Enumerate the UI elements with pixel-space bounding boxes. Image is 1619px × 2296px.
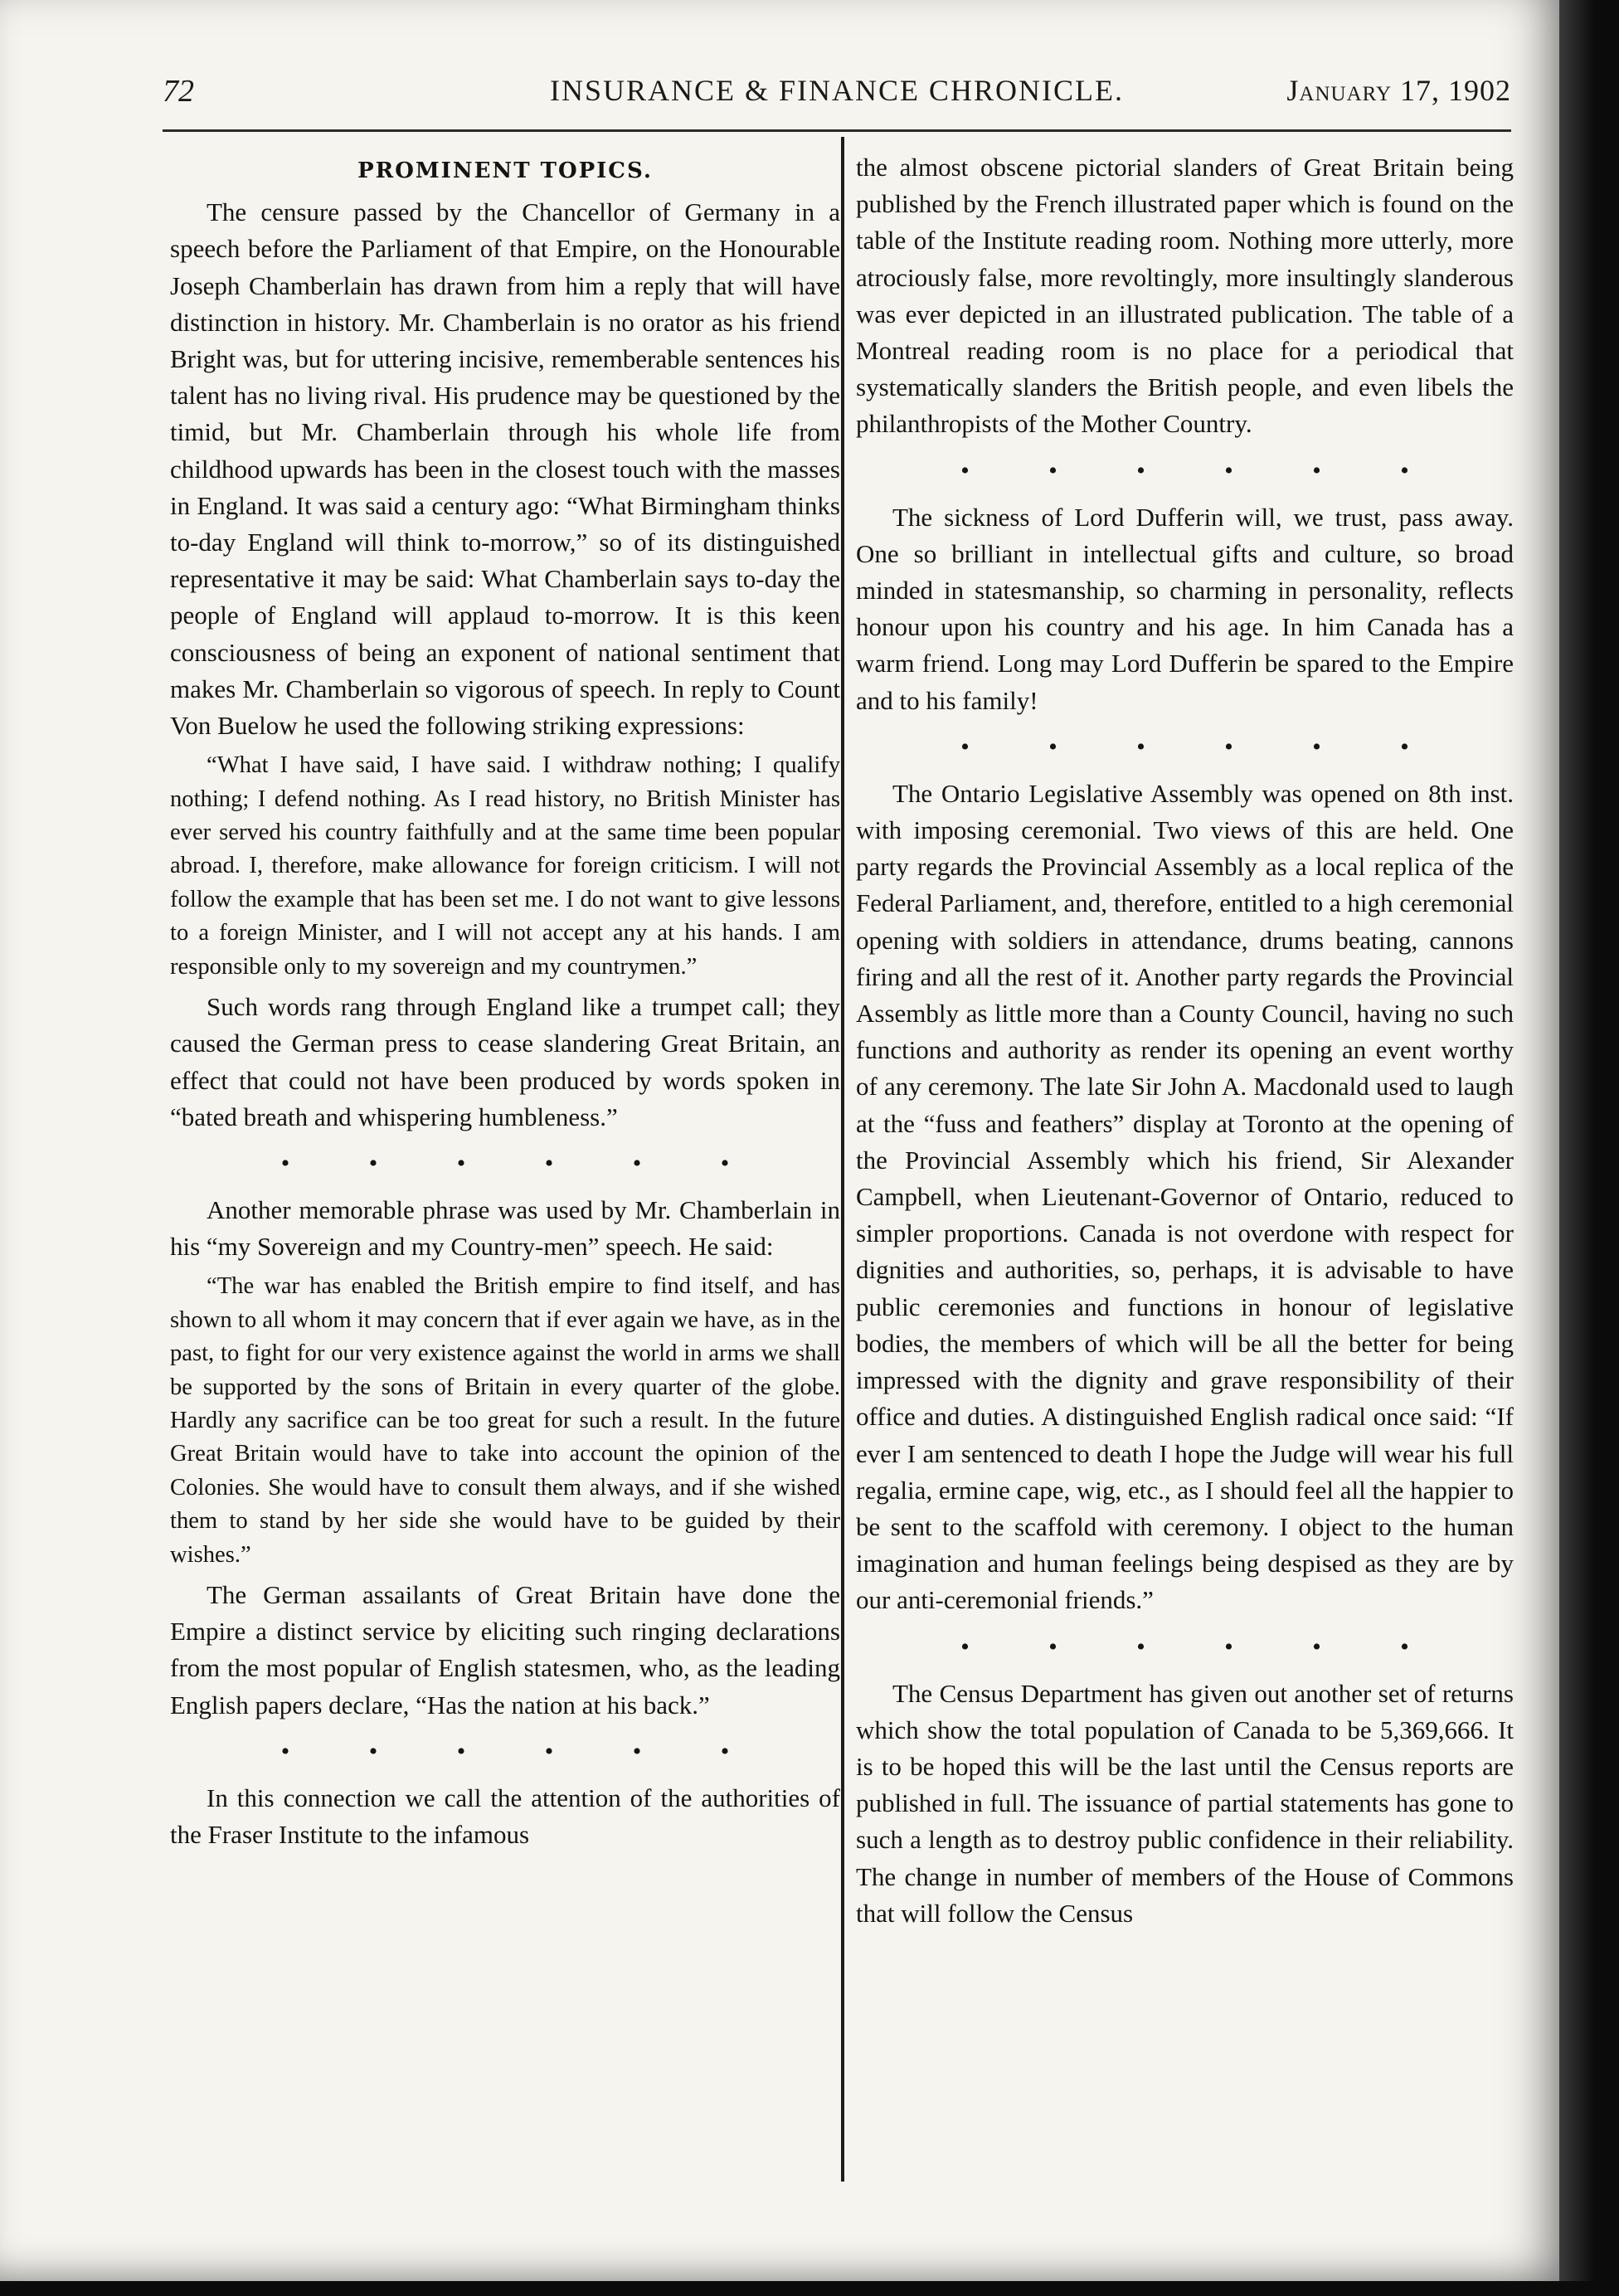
section-separator: • • • • • •	[960, 732, 1446, 761]
section-separator: • • • • • •	[280, 1737, 766, 1765]
journal-title: INSURANCE & FINANCE CHRONICLE.	[549, 74, 1125, 107]
right-column	[856, 149, 1514, 1932]
header-rule	[163, 129, 1511, 132]
article-paragraph: the almost obscene pictorial slanders of Great Britain being published by the French illustrated paper which is found on the table of the Institute reading room. Nothing more utterly, more atrociously false, more revoltingly, more insultingly slanderous was ever depicted in an illustrated publication. The table of a Montreal reading room is no place for a periodical that systematically slanders the British people, and even libels the philanthropists of the Mother Country.	[856, 153, 1514, 439]
section-separator: • • • • • •	[960, 456, 1446, 484]
section-separator: • • • • • •	[960, 1632, 1446, 1661]
article-paragraph: The censure passed by the Chancellor of Germany in a speech before the Parliament of that Empire, on the Honourable Joseph Chamberlain has drawn from him a reply that will have distinction in history. Mr. Chamberlain is no orator as his friend Bright was, but for uttering incisive, rememberable sentences his talent has no living rival. His prudence may be questioned by the timid, but Mr. Chamberlain through his whole life from childhood upwards has been in the closest touch with the masses in England. It was said a century ago: “What Birmingham thinks to-day England will think to-morrow,” so of its distinguished representative it may be said: What Chamberlain says to-day the people of England will applaud to-morrow. It is this keen consciousness of being an exponent of national sentiment that makes Mr. Chamberlain so vigorous of speech. In reply to Count Von Buelow he used the following striking expressions:	[170, 197, 840, 741]
scan-bottom-edge	[0, 2281, 1619, 2296]
block-quote: “What I have said, I have said. I withdraw nothing; I qualify nothing; I defend nothing. As I read history, no British Minister has ever served his country faithfully and at the same time been popular abroad. I, therefore, make allowance for foreign criticism. I will not follow the example that has been set me. I do not want to give lessons to a foreign Minister, and I will not accept any at his hands. I am responsible only to my sovereign and my countrymen.”	[170, 752, 840, 980]
article-paragraph: In this connection we call the attention of the authorities of the Fraser Institute to the infamous	[170, 1783, 840, 1849]
article-paragraph: The German assailants of Great Britain have done the Empire a distinct service by eliciting such ringing declarations from the most popular of English statesmen, who, as the leading English papers declare, “Has the nation at his back.”	[170, 1579, 840, 1720]
left-column	[170, 149, 840, 1853]
article-paragraph: The sickness of Lord Dufferin will, we trust, pass away. One so brilliant in intellectual gifts and culture, so broad minded in statesmanship, so charming in personality, reflects honour upon his country and his age. In him Canada has a warm friend. Long may Lord Dufferin be spared to the Empire and to his family!	[856, 502, 1514, 715]
section-separator: • • • • • •	[280, 1149, 766, 1177]
block-quote: “The war has enabled the British empire to find itself, and has shown to all whom it may concern that if ever again we have, as in the past, to fight for our very existence against the world in arms we shall be supported by the sons of Britain in every quarter of the globe. Hardly any sacrifice can be too great for such a result. In the future Great Britain would have to take into account the opinion of the Colonies. She would have to consult them always, and if she wished them to stand by her side she would have to be guided by their wishes.”	[170, 1273, 840, 1568]
page-number: 72	[163, 74, 194, 109]
section-heading: PROMINENT TOPICS.	[357, 158, 653, 183]
article-paragraph: The Ontario Legislative Assembly was opened on 8th inst. with imposing ceremonial. Two views of this are held. One party regards the Provincial Assembly as a local replica of the Federal Parliament, and, therefore, entitled to a high ceremonial opening with soldiers in attendance, drums beating, cannons firing and all the rest of it. Another party regards the Provincial Assembly as little more than a County Council, having no such functions and authority as render its opening an event worthy of any ceremony. The late Sir John A. Macdonald used to laugh at the “fuss and feathers” display at Toronto at the opening of the Provincial Assembly which his friend, Sir Alexander Campbell, when Lieutenant-Governor of Ontario, reduced to simpler proportions. Canada is not overdone with respect for dignities and authorities, so, perhaps, it is advisable to have public ceremonies and functions in honour of legislative bodies, the members of which will be all the better for being impressed with the dignity and grave responsibility of their office and duties. A distinguished English radical once said: “If ever I am sentenced to death I hope the Judge will wear his full regalia, ermine cape, wig, etc., as I should feel all the happier to be sent to the scaffold with ceremony. I object to the human imagination and human feelings being despised as they are by our anti-ceremonial friends.”	[856, 778, 1514, 1615]
article-paragraph: The Census Department has given out another set of returns which show the total population of Canada to be 5,369,666. It is to be hoped this will be the last until the Census reports are published in full. The issuance of partial statements has gone to such a length as to destroy public confidence in their reliability. The change in number of members of the House of Commons that will follow the Census	[856, 1678, 1514, 1928]
article-paragraph: Another memorable phrase was used by Mr. Chamberlain in his “my Sovereign and my Country-men” speech. He said:	[170, 1194, 840, 1262]
scan-edge	[1559, 0, 1619, 2296]
page-header	[163, 73, 1511, 114]
article-paragraph: Such words rang through England like a trumpet call; they caused the German press to cease slandering Great Britain, an effect that could not have been produced by words spoken in “bated breath and whispering humbleness.”	[170, 992, 840, 1131]
column-divider	[841, 137, 844, 2182]
issue-date: January 17, 1902	[1286, 74, 1511, 107]
